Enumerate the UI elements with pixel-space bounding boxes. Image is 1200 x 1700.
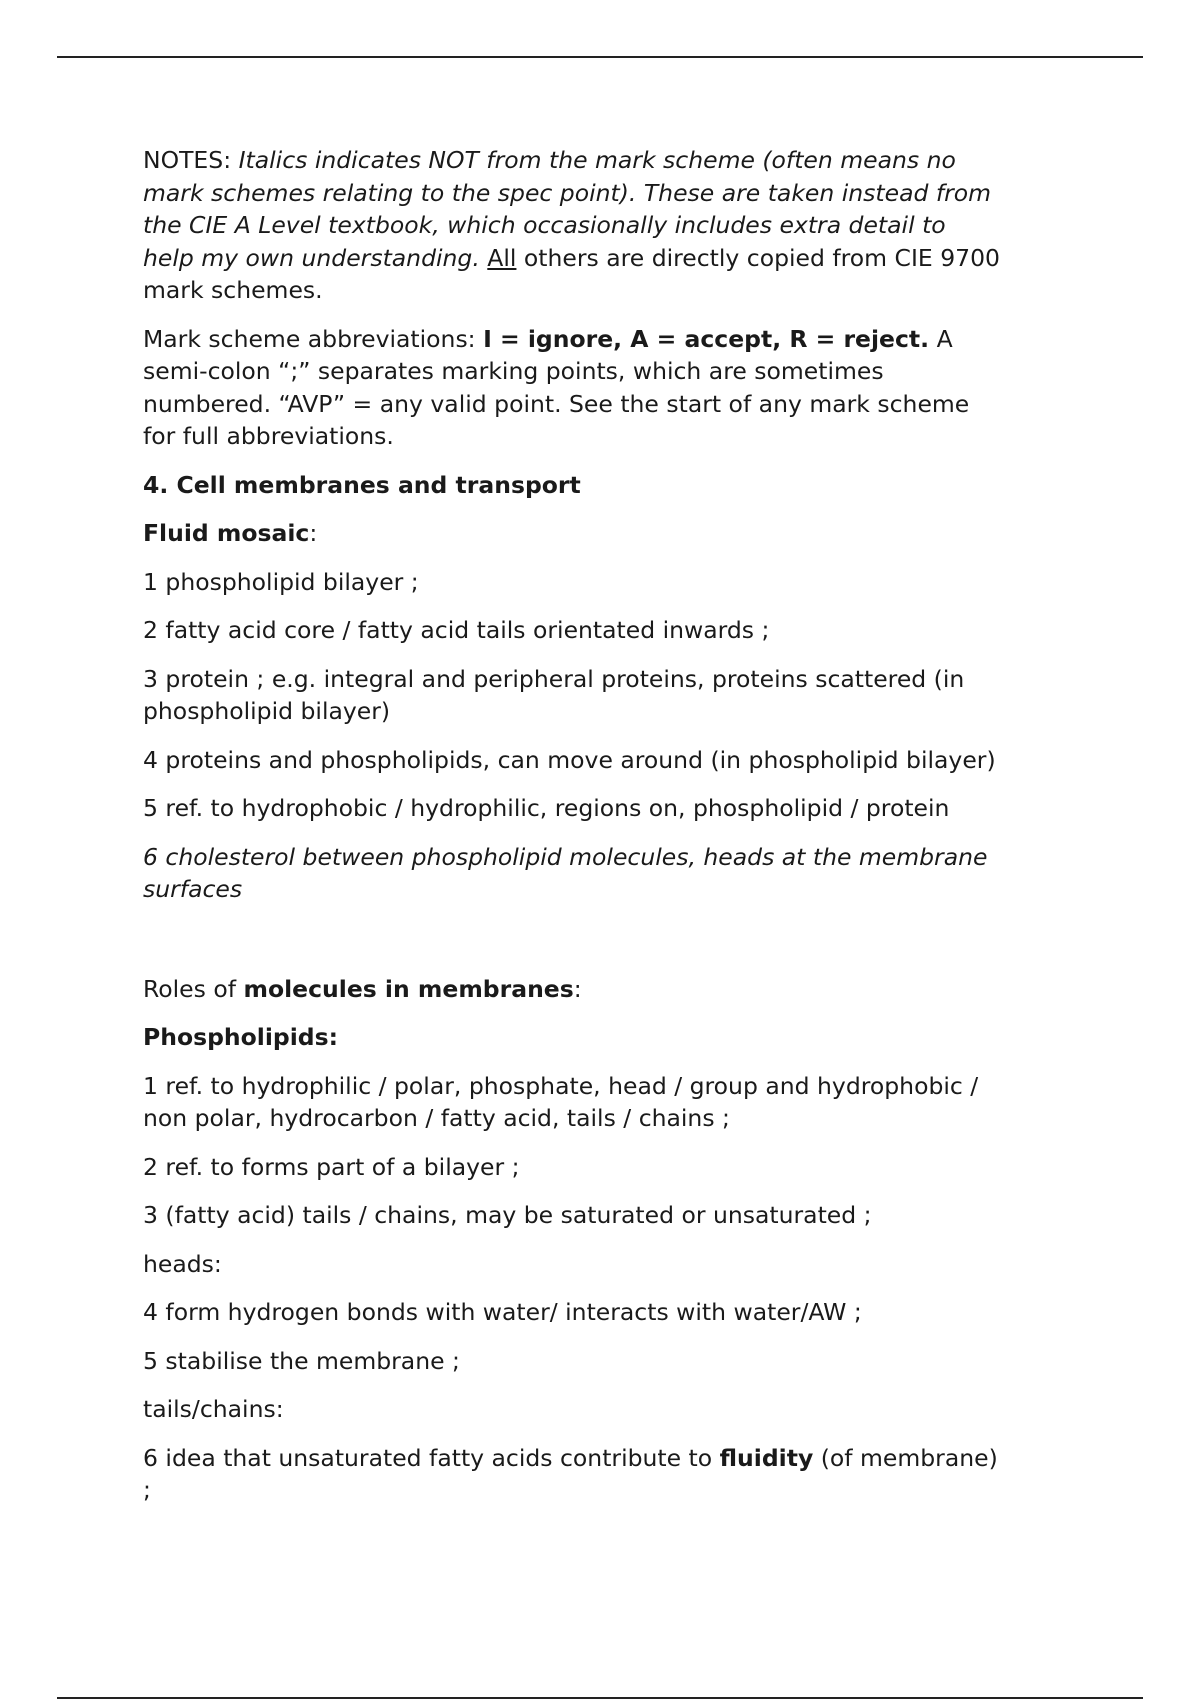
- point6-bold: fluidity: [719, 1443, 814, 1472]
- point6-lead: 6 idea that unsaturated fatty acids contribute to: [143, 1443, 720, 1472]
- fluid-mosaic-italic-point: 6 cholesterol between phospholipid molecules, heads at the membrane surfaces: [143, 842, 988, 903]
- roles-bold: molecules in membranes: [243, 974, 574, 1003]
- roles-colon: :: [573, 974, 582, 1003]
- heads-point: 5 stabilise the membrane ;: [143, 1346, 460, 1375]
- fluid-mosaic-heading: [143, 517, 1003, 550]
- abbreviations-paragraph: [143, 323, 1003, 453]
- abbreviations-rest: A semi-colon “;” separates marking points, which are sometimes numbered. “AVP” = any valid point. See the start of any mark scheme for full abbreviations.: [143, 324, 970, 450]
- tails-label: tails/chains:: [143, 1395, 284, 1423]
- fluid-mosaic-heading-text: Fluid mosaic: [143, 519, 310, 547]
- notes-rest-text: others are directly copied from CIE 9700 mark schemes.: [143, 243, 1001, 304]
- fluid-mosaic-point: 3 protein ; e.g. integral and peripheral proteins, proteins scattered (in phospholipid bilayer): [143, 664, 965, 725]
- notes-label: NOTES:: [143, 146, 239, 174]
- phospholipids-heading: Phospholipids:: [143, 1023, 338, 1051]
- abbreviations-bold: I = ignore, A = accept, R = reject.: [483, 324, 930, 353]
- fluid-mosaic-point: 1 phospholipid bilayer ;: [143, 567, 419, 596]
- roles-lead: Roles of: [143, 974, 244, 1003]
- fluid-mosaic-point: 2 fatty acid core / fatty acid tails orientated inwards ;: [143, 616, 770, 644]
- abbreviations-lead: Mark scheme abbreviations:: [143, 324, 484, 353]
- phospholipids-point: 2 ref. to forms part of a bilayer ;: [143, 1152, 520, 1181]
- heads-point: 4 form hydrogen bonds with water/ interacts with water/AW ;: [143, 1298, 862, 1326]
- phospholipids-point: 3 (fatty acid) tails / chains, may be saturated or unsaturated ;: [143, 1201, 872, 1229]
- footer-rule: [57, 1697, 1143, 1699]
- notes-paragraph: [143, 144, 1003, 307]
- notes-italic-text: Italics indicates NOT from the mark scheme (often means no mark schemes relating to the spec point). These are taken instead from the CIE A Level textbook, which occasionally includes extra detail to help my own understanding.: [143, 146, 992, 272]
- notes-underlined-word: All: [487, 243, 517, 272]
- phospholipids-point: 1 ref. to hydrophilic / polar, phosphate, head / group and hydrophobic / non polar, hydrocarbon / fatty acid, tails / chains ;: [143, 1071, 979, 1132]
- section-title: 4. Cell membranes and transport: [143, 470, 581, 499]
- document-body: [143, 144, 1003, 1523]
- point6-rest: (of membrane) ;: [143, 1443, 998, 1504]
- phospholipids-point-6: [143, 1442, 1003, 1507]
- roles-heading: [143, 973, 1003, 1006]
- header-rule: [57, 56, 1143, 58]
- fluid-mosaic-colon: :: [309, 519, 318, 547]
- fluid-mosaic-point: 5 ref. to hydrophobic / hydrophilic, regions on, phospholipid / protein: [143, 794, 950, 822]
- heads-label: heads:: [143, 1249, 222, 1278]
- fluid-mosaic-point: 4 proteins and phospholipids, can move around (in phospholipid bilayer): [143, 745, 996, 774]
